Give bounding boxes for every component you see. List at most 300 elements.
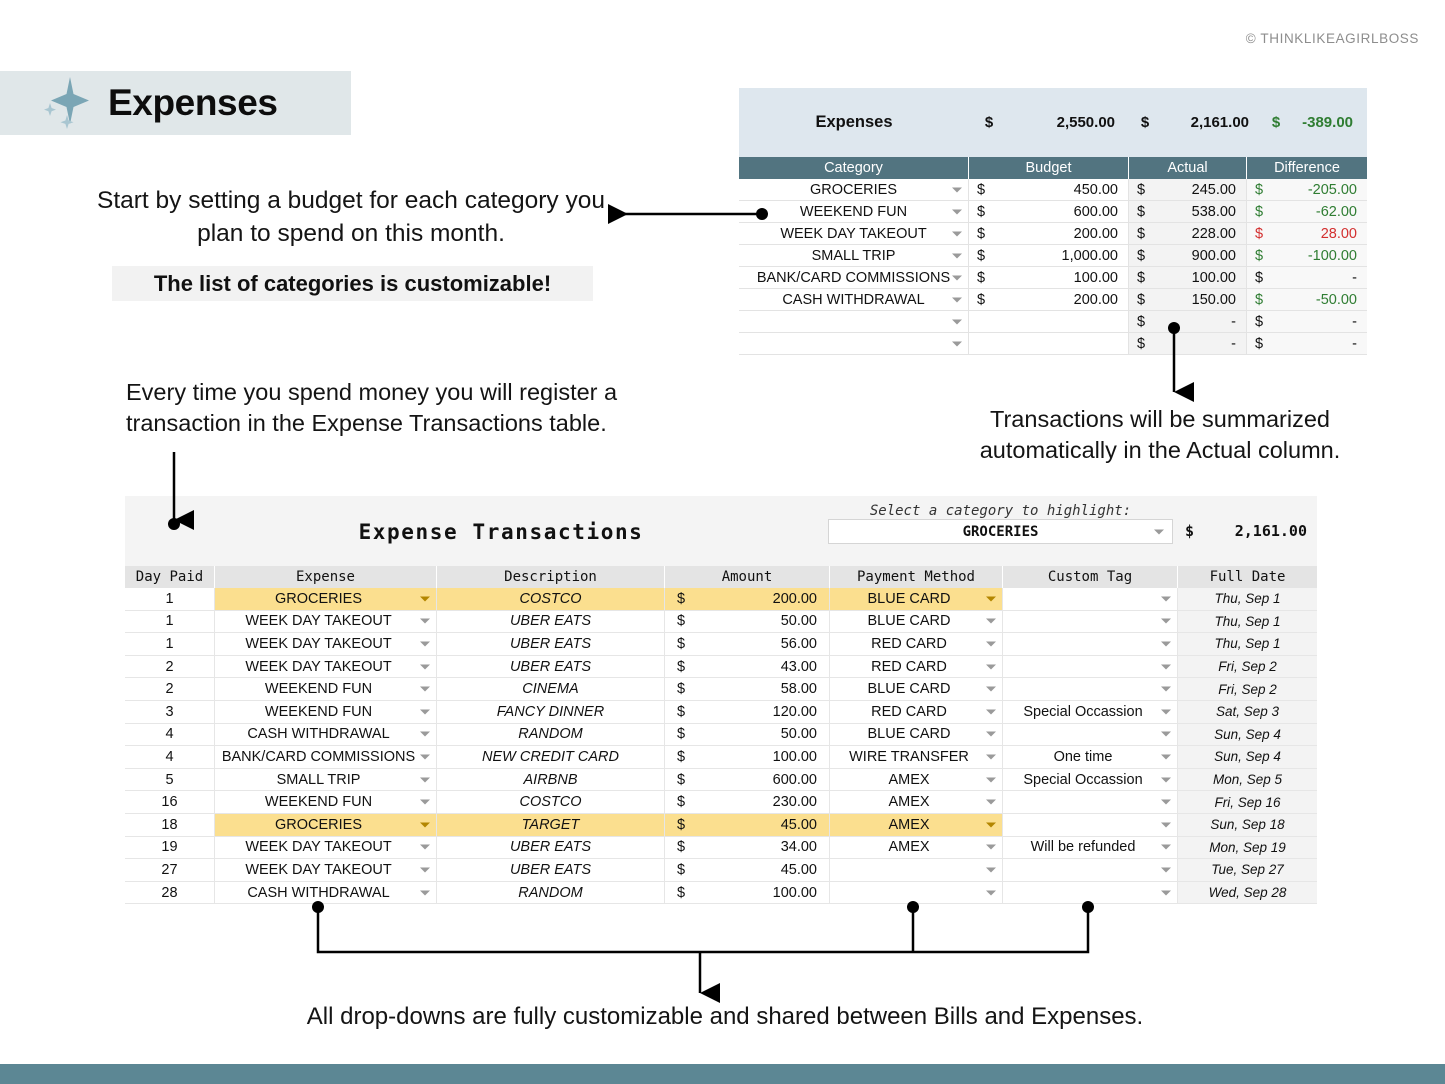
budget-currency: $: [977, 269, 986, 286]
day-paid-cell[interactable]: 16: [125, 791, 215, 814]
day-paid-cell[interactable]: 28: [125, 882, 215, 905]
selected-category-value: GROCERIES: [962, 523, 1039, 540]
day-paid-cell[interactable]: 5: [125, 769, 215, 792]
amount-cell[interactable]: [665, 882, 830, 905]
actual-amount-cell: [1129, 289, 1247, 311]
budget-summary-header: [739, 88, 1367, 157]
budget-currency: $: [977, 225, 986, 242]
budget-category-cell[interactable]: [739, 245, 969, 267]
column-header-amount: Amount: [665, 566, 830, 588]
amount-value: 600.00: [772, 771, 817, 788]
chevron-down-icon[interactable]: [986, 709, 996, 714]
actual-amount-cell: [1129, 267, 1247, 289]
chevron-down-icon[interactable]: [986, 845, 996, 850]
expense-category-cell[interactable]: WEEKEND FUN: [215, 701, 437, 724]
chevron-down-icon[interactable]: [1161, 664, 1171, 669]
summary-budget-currency: $: [984, 114, 994, 131]
expense-category-cell[interactable]: CASH WITHDRAWAL: [215, 882, 437, 905]
amount-cell[interactable]: [665, 814, 830, 837]
expense-category-cell[interactable]: GROCERIES: [215, 814, 437, 837]
expense-category-cell[interactable]: WEEK DAY TAKEOUT: [215, 837, 437, 860]
day-paid-cell[interactable]: 4: [125, 746, 215, 769]
difference-currency: $: [1255, 291, 1264, 308]
transactions-header: [125, 496, 1317, 566]
difference-value: -: [1352, 313, 1357, 330]
full-date-cell: Mon, Sep 5: [1178, 769, 1317, 792]
budget-amount-cell[interactable]: [969, 311, 1129, 333]
chevron-down-icon[interactable]: [1161, 754, 1171, 759]
budget-row: [739, 179, 1367, 201]
table-row: [125, 859, 1317, 882]
chevron-down-icon[interactable]: [986, 822, 996, 827]
column-header-custom-tag: Custom Tag: [1003, 566, 1178, 588]
actual-amount-cell: [1129, 311, 1247, 333]
day-paid-cell[interactable]: 18: [125, 814, 215, 837]
chevron-down-icon[interactable]: [986, 890, 996, 895]
amount-value: 50.00: [780, 726, 817, 743]
full-date-cell: Thu, Sep 1: [1178, 588, 1317, 611]
amount-cell[interactable]: [665, 837, 830, 860]
full-date-cell: Mon, Sep 19: [1178, 837, 1317, 860]
difference-amount-cell: [1247, 267, 1367, 289]
amount-value: 50.00: [780, 613, 817, 630]
chevron-down-icon[interactable]: [420, 709, 430, 714]
payment-method-cell[interactable]: BLUE CARD: [830, 724, 1003, 747]
budget-value: 200.00: [1073, 291, 1118, 308]
amount-cell[interactable]: [665, 791, 830, 814]
chevron-down-icon[interactable]: [1161, 777, 1171, 782]
amount-cell[interactable]: [665, 769, 830, 792]
difference-amount-cell: [1247, 223, 1367, 245]
amount-cell[interactable]: [665, 588, 830, 611]
amount-value: 56.00: [780, 635, 817, 652]
actual-amount-cell: [1129, 201, 1247, 223]
chevron-down-icon[interactable]: [952, 297, 962, 302]
amount-cell[interactable]: [665, 724, 830, 747]
table-row: [125, 814, 1317, 837]
chevron-down-icon[interactable]: [1161, 732, 1171, 737]
table-row: [125, 656, 1317, 679]
custom-tag-cell[interactable]: [1003, 814, 1178, 837]
chevron-down-icon[interactable]: [952, 253, 962, 258]
payment-method-cell[interactable]: AMEX: [830, 837, 1003, 860]
payment-method-cell[interactable]: AMEX: [830, 791, 1003, 814]
difference-currency: $: [1255, 269, 1264, 286]
custom-tag-cell[interactable]: Special Occassion: [1003, 701, 1178, 724]
chevron-down-icon[interactable]: [952, 341, 962, 346]
chevron-down-icon[interactable]: [986, 732, 996, 737]
annotation-actual-note: Transactions will be summarized automatically in the Actual column.: [979, 406, 1341, 464]
chevron-down-icon[interactable]: [952, 275, 962, 280]
transactions-sum-value: 2,161.00: [1234, 522, 1307, 540]
table-row: [125, 633, 1317, 656]
custom-tag-cell[interactable]: One time: [1003, 746, 1178, 769]
annotation-transactions-note: Every time you spend money you will register a transaction in the Expense Transactions table.: [126, 379, 618, 437]
description-cell[interactable]: NEW CREDIT CARD: [437, 746, 665, 769]
budget-row: [739, 289, 1367, 311]
amount-currency: $: [677, 726, 686, 743]
chevron-down-icon[interactable]: [420, 664, 430, 669]
actual-value: -: [1231, 335, 1236, 352]
summary-actual-total: 2,161.00: [1190, 114, 1249, 131]
description-cell[interactable]: RANDOM: [437, 724, 665, 747]
difference-value: -: [1352, 269, 1357, 286]
chevron-down-icon[interactable]: [420, 845, 430, 850]
actual-value: 900.00: [1191, 247, 1236, 264]
footer-bar: [0, 1064, 1445, 1084]
difference-value: -100.00: [1307, 247, 1357, 264]
budget-category-cell[interactable]: [739, 289, 969, 311]
column-header-difference: Difference: [1274, 160, 1340, 176]
table-row: [125, 882, 1317, 905]
payment-method-cell[interactable]: BLUE CARD: [830, 588, 1003, 611]
amount-cell[interactable]: [665, 701, 830, 724]
amount-cell[interactable]: [665, 611, 830, 634]
payment-method-cell[interactable]: BLUE CARD: [830, 678, 1003, 701]
chevron-down-icon[interactable]: [420, 867, 430, 872]
difference-currency: $: [1255, 335, 1264, 352]
budget-column-headers: [739, 157, 1367, 179]
amount-currency: $: [677, 613, 686, 630]
actual-value: 228.00: [1191, 225, 1236, 242]
expense-category-cell[interactable]: GROCERIES: [215, 588, 437, 611]
day-paid-cell[interactable]: 2: [125, 656, 215, 679]
budget-category-cell[interactable]: [739, 267, 969, 289]
custom-tag-cell[interactable]: [1003, 633, 1178, 656]
payment-method-cell[interactable]: AMEX: [830, 769, 1003, 792]
chevron-down-icon[interactable]: [1161, 822, 1171, 827]
custom-tag-cell[interactable]: [1003, 656, 1178, 679]
summary-difference-total: -389.00: [1302, 114, 1353, 131]
full-date-cell: Tue, Sep 27: [1178, 859, 1317, 882]
actual-currency: $: [1137, 335, 1146, 352]
custom-tag-cell[interactable]: [1003, 791, 1178, 814]
day-paid-cell[interactable]: 1: [125, 611, 215, 634]
budget-value: 200.00: [1073, 225, 1118, 242]
transactions-sum-currency: $: [1185, 522, 1195, 540]
payment-method-cell[interactable]: AMEX: [830, 814, 1003, 837]
amount-cell[interactable]: [665, 859, 830, 882]
expense-category-cell[interactable]: WEEKEND FUN: [215, 791, 437, 814]
actual-value: 150.00: [1191, 291, 1236, 308]
table-row: [125, 611, 1317, 634]
difference-value: -62.00: [1315, 203, 1357, 220]
summary-label: Expenses: [815, 113, 893, 131]
chevron-down-icon[interactable]: [420, 619, 430, 624]
chevron-down-icon[interactable]: [420, 777, 430, 782]
budget-currency: $: [977, 247, 986, 264]
annotation-customizable-box: [112, 266, 593, 301]
description-cell[interactable]: UBER EATS: [437, 611, 665, 634]
custom-tag-cell[interactable]: Special Occassion: [1003, 769, 1178, 792]
amount-cell[interactable]: [665, 633, 830, 656]
amount-currency: $: [677, 635, 686, 652]
custom-tag-cell[interactable]: [1003, 882, 1178, 905]
amount-currency: $: [677, 839, 686, 856]
budget-value: 600.00: [1073, 203, 1118, 220]
amount-value: 45.00: [780, 861, 817, 878]
amount-cell[interactable]: [665, 678, 830, 701]
connector-bracket: [318, 907, 1088, 952]
column-header-category: Category: [739, 157, 969, 179]
budget-amount-cell[interactable]: [969, 333, 1129, 355]
custom-tag-cell[interactable]: [1003, 611, 1178, 634]
budget-amount-cell[interactable]: [969, 267, 1129, 289]
amount-value: 45.00: [780, 816, 817, 833]
summary-budget-total: 2,550.00: [1056, 114, 1115, 131]
transaction-rows-container: [125, 588, 1317, 904]
actual-value: 245.00: [1191, 181, 1236, 198]
amount-value: 34.00: [780, 839, 817, 856]
chevron-down-icon[interactable]: [1161, 890, 1171, 895]
full-date-cell: Sun, Sep 4: [1178, 724, 1317, 747]
difference-amount-cell: [1247, 289, 1367, 311]
difference-currency: $: [1255, 181, 1264, 198]
actual-currency: $: [1137, 313, 1146, 330]
day-paid-cell[interactable]: 4: [125, 724, 215, 747]
budget-row: [739, 245, 1367, 267]
amount-value: 43.00: [780, 658, 817, 675]
chevron-down-icon[interactable]: [420, 732, 430, 737]
difference-amount-cell: [1247, 179, 1367, 201]
amount-value: 100.00: [772, 748, 817, 765]
column-header-payment-method: Payment Method: [830, 566, 1003, 588]
description-cell[interactable]: UBER EATS: [437, 837, 665, 860]
amount-cell[interactable]: [665, 656, 830, 679]
custom-tag-cell[interactable]: [1003, 588, 1178, 611]
full-date-cell: Sun, Sep 18: [1178, 814, 1317, 837]
chevron-down-icon[interactable]: [952, 231, 962, 236]
difference-currency: $: [1255, 313, 1264, 330]
chevron-down-icon[interactable]: [1161, 845, 1171, 850]
actual-currency: $: [1137, 181, 1146, 198]
actual-value: 538.00: [1191, 203, 1236, 220]
description-cell[interactable]: CINEMA: [437, 678, 665, 701]
transactions-title: Expense Transactions: [358, 520, 644, 544]
budget-category-label: SMALL TRIP: [811, 247, 896, 264]
expense-category-cell[interactable]: WEEK DAY TAKEOUT: [215, 656, 437, 679]
full-date-cell: Thu, Sep 1: [1178, 611, 1317, 634]
chevron-down-icon[interactable]: [1161, 641, 1171, 646]
table-row: [125, 588, 1317, 611]
payment-method-cell[interactable]: [830, 859, 1003, 882]
chevron-down-icon[interactable]: [1161, 709, 1171, 714]
day-paid-cell[interactable]: 1: [125, 633, 215, 656]
difference-value: 28.00: [1320, 225, 1357, 242]
day-paid-cell[interactable]: 27: [125, 859, 215, 882]
chevron-down-icon[interactable]: [420, 641, 430, 646]
page-title-banner: [0, 71, 351, 135]
chevron-down-icon[interactable]: [986, 800, 996, 805]
column-header-actual: Actual: [1129, 157, 1247, 179]
chevron-down-icon: [1154, 529, 1164, 534]
budget-row: [739, 311, 1367, 333]
expense-category-cell[interactable]: WEEK DAY TAKEOUT: [215, 859, 437, 882]
amount-currency: $: [677, 794, 686, 811]
chevron-down-icon[interactable]: [986, 777, 996, 782]
chevron-down-icon[interactable]: [420, 754, 430, 759]
budget-currency: $: [977, 203, 986, 220]
chevron-down-icon[interactable]: [986, 619, 996, 624]
difference-value: -50.00: [1315, 291, 1357, 308]
amount-currency: $: [677, 703, 686, 720]
custom-tag-cell[interactable]: [1003, 859, 1178, 882]
page-title: Expenses: [108, 82, 278, 123]
budget-row: [739, 223, 1367, 245]
description-cell[interactable]: COSTCO: [437, 791, 665, 814]
expense-category-cell[interactable]: CASH WITHDRAWAL: [215, 724, 437, 747]
budget-amount-cell[interactable]: [969, 179, 1129, 201]
day-paid-cell[interactable]: 1: [125, 588, 215, 611]
budget-amount-cell[interactable]: [969, 289, 1129, 311]
table-row: [125, 769, 1317, 792]
budget-value: 450.00: [1073, 181, 1118, 198]
expense-category-cell[interactable]: WEEK DAY TAKEOUT: [215, 633, 437, 656]
budget-rows-container: [739, 179, 1367, 355]
description-cell[interactable]: RANDOM: [437, 882, 665, 905]
table-row: [125, 791, 1317, 814]
annotation-customizable-note: The list of categories is customizable!: [153, 270, 552, 296]
chevron-down-icon[interactable]: [420, 687, 430, 692]
description-cell[interactable]: UBER EATS: [437, 859, 665, 882]
full-date-cell: Fri, Sep 16: [1178, 791, 1317, 814]
budget-category-cell[interactable]: [739, 333, 969, 355]
budget-category-label: BANK/CARD COMMISSIONS: [756, 269, 951, 286]
chevron-down-icon[interactable]: [986, 664, 996, 669]
description-cell[interactable]: TARGET: [437, 814, 665, 837]
column-header-description: Description: [437, 566, 665, 588]
day-paid-cell[interactable]: 19: [125, 837, 215, 860]
payment-method-cell[interactable]: [830, 882, 1003, 905]
transactions-column-headers: [125, 566, 1317, 588]
actual-currency: $: [1137, 225, 1146, 242]
difference-currency: $: [1255, 225, 1264, 242]
actual-currency: $: [1137, 269, 1146, 286]
actual-value: 100.00: [1191, 269, 1236, 286]
sparkle-icon: [40, 75, 102, 131]
difference-value: -205.00: [1307, 181, 1357, 198]
difference-amount-cell: [1247, 245, 1367, 267]
payment-method-cell[interactable]: RED CARD: [830, 656, 1003, 679]
table-row: [125, 746, 1317, 769]
amount-cell[interactable]: [665, 746, 830, 769]
table-row: [125, 724, 1317, 747]
budget-amount-cell[interactable]: [969, 223, 1129, 245]
expense-category-cell[interactable]: WEEKEND FUN: [215, 678, 437, 701]
chevron-down-icon[interactable]: [952, 187, 962, 192]
difference-amount-cell: [1247, 333, 1367, 355]
full-date-cell: Thu, Sep 1: [1178, 633, 1317, 656]
budget-category-cell[interactable]: [739, 201, 969, 223]
difference-amount-cell: [1247, 201, 1367, 223]
budget-value: 1,000.00: [1061, 247, 1118, 264]
chevron-down-icon[interactable]: [1161, 800, 1171, 805]
payment-method-cell[interactable]: RED CARD: [830, 701, 1003, 724]
custom-tag-cell[interactable]: [1003, 678, 1178, 701]
chevron-down-icon[interactable]: [952, 209, 962, 214]
amount-currency: $: [677, 681, 686, 698]
description-cell[interactable]: UBER EATS: [437, 656, 665, 679]
table-row: [125, 701, 1317, 724]
full-date-cell: Wed, Sep 28: [1178, 882, 1317, 905]
expense-category-cell[interactable]: WEEK DAY TAKEOUT: [215, 611, 437, 634]
chevron-down-icon[interactable]: [986, 687, 996, 692]
summary-difference-currency: $: [1271, 114, 1281, 131]
annotation-dropdowns-note: All drop-downs are fully customizable and shared between Bills and Expenses.: [306, 1003, 1144, 1030]
payment-method-cell[interactable]: RED CARD: [830, 633, 1003, 656]
amount-currency: $: [677, 884, 686, 901]
description-cell[interactable]: AIRBNB: [437, 769, 665, 792]
budget-category-label: CASH WITHDRAWAL: [782, 291, 925, 308]
chevron-down-icon[interactable]: [952, 319, 962, 324]
day-paid-cell[interactable]: 2: [125, 678, 215, 701]
description-cell[interactable]: COSTCO: [437, 588, 665, 611]
chevron-down-icon[interactable]: [420, 596, 430, 601]
budget-amount-cell[interactable]: [969, 201, 1129, 223]
chevron-down-icon[interactable]: [986, 754, 996, 759]
expense-category-cell[interactable]: BANK/CARD COMMISSIONS: [215, 746, 437, 769]
difference-currency: $: [1255, 203, 1264, 220]
budget-row: [739, 333, 1367, 355]
full-date-cell: Sun, Sep 4: [1178, 746, 1317, 769]
chevron-down-icon[interactable]: [420, 822, 430, 827]
amount-currency: $: [677, 861, 686, 878]
chevron-down-icon[interactable]: [986, 867, 996, 872]
amount-currency: $: [677, 658, 686, 675]
summary-actual-currency: $: [1140, 114, 1150, 131]
actual-amount-cell: [1129, 179, 1247, 201]
budget-category-cell[interactable]: [739, 311, 969, 333]
budget-category-label: WEEKEND FUN: [799, 203, 908, 220]
amount-value: 58.00: [780, 681, 817, 698]
actual-amount-cell: [1129, 333, 1247, 355]
full-date-cell: Fri, Sep 2: [1178, 678, 1317, 701]
chevron-down-icon[interactable]: [1161, 867, 1171, 872]
copyright-label: © THINKLIKEAGIRLBOSS: [1245, 31, 1419, 46]
expense-category-cell[interactable]: SMALL TRIP: [215, 769, 437, 792]
amount-currency: $: [677, 590, 686, 607]
amount-value: 200.00: [772, 590, 817, 607]
difference-currency: $: [1255, 247, 1264, 264]
description-cell[interactable]: UBER EATS: [437, 633, 665, 656]
chevron-down-icon[interactable]: [420, 800, 430, 805]
budget-category-cell[interactable]: [739, 179, 969, 201]
chevron-down-icon[interactable]: [1161, 596, 1171, 601]
custom-tag-cell[interactable]: [1003, 724, 1178, 747]
table-row: [125, 837, 1317, 860]
chevron-down-icon[interactable]: [1161, 687, 1171, 692]
category-highlight-select[interactable]: [828, 519, 1173, 544]
amount-currency: $: [677, 771, 686, 788]
custom-tag-cell[interactable]: Will be refunded: [1003, 837, 1178, 860]
difference-amount-cell: [1247, 311, 1367, 333]
annotation-budget-note: Start by setting a budget for each category you plan to spend on this month.: [96, 187, 605, 247]
chevron-down-icon[interactable]: [986, 596, 996, 601]
day-paid-cell[interactable]: 3: [125, 701, 215, 724]
budget-row: [739, 267, 1367, 289]
description-cell[interactable]: FANCY DINNER: [437, 701, 665, 724]
chevron-down-icon[interactable]: [1161, 619, 1171, 624]
budget-amount-cell[interactable]: [969, 245, 1129, 267]
budget-row: [739, 201, 1367, 223]
payment-method-cell[interactable]: BLUE CARD: [830, 611, 1003, 634]
budget-summary-table: [739, 88, 1367, 355]
payment-method-cell[interactable]: WIRE TRANSFER: [830, 746, 1003, 769]
budget-currency: $: [977, 291, 986, 308]
chevron-down-icon[interactable]: [420, 890, 430, 895]
chevron-down-icon[interactable]: [986, 641, 996, 646]
budget-category-cell[interactable]: [739, 223, 969, 245]
